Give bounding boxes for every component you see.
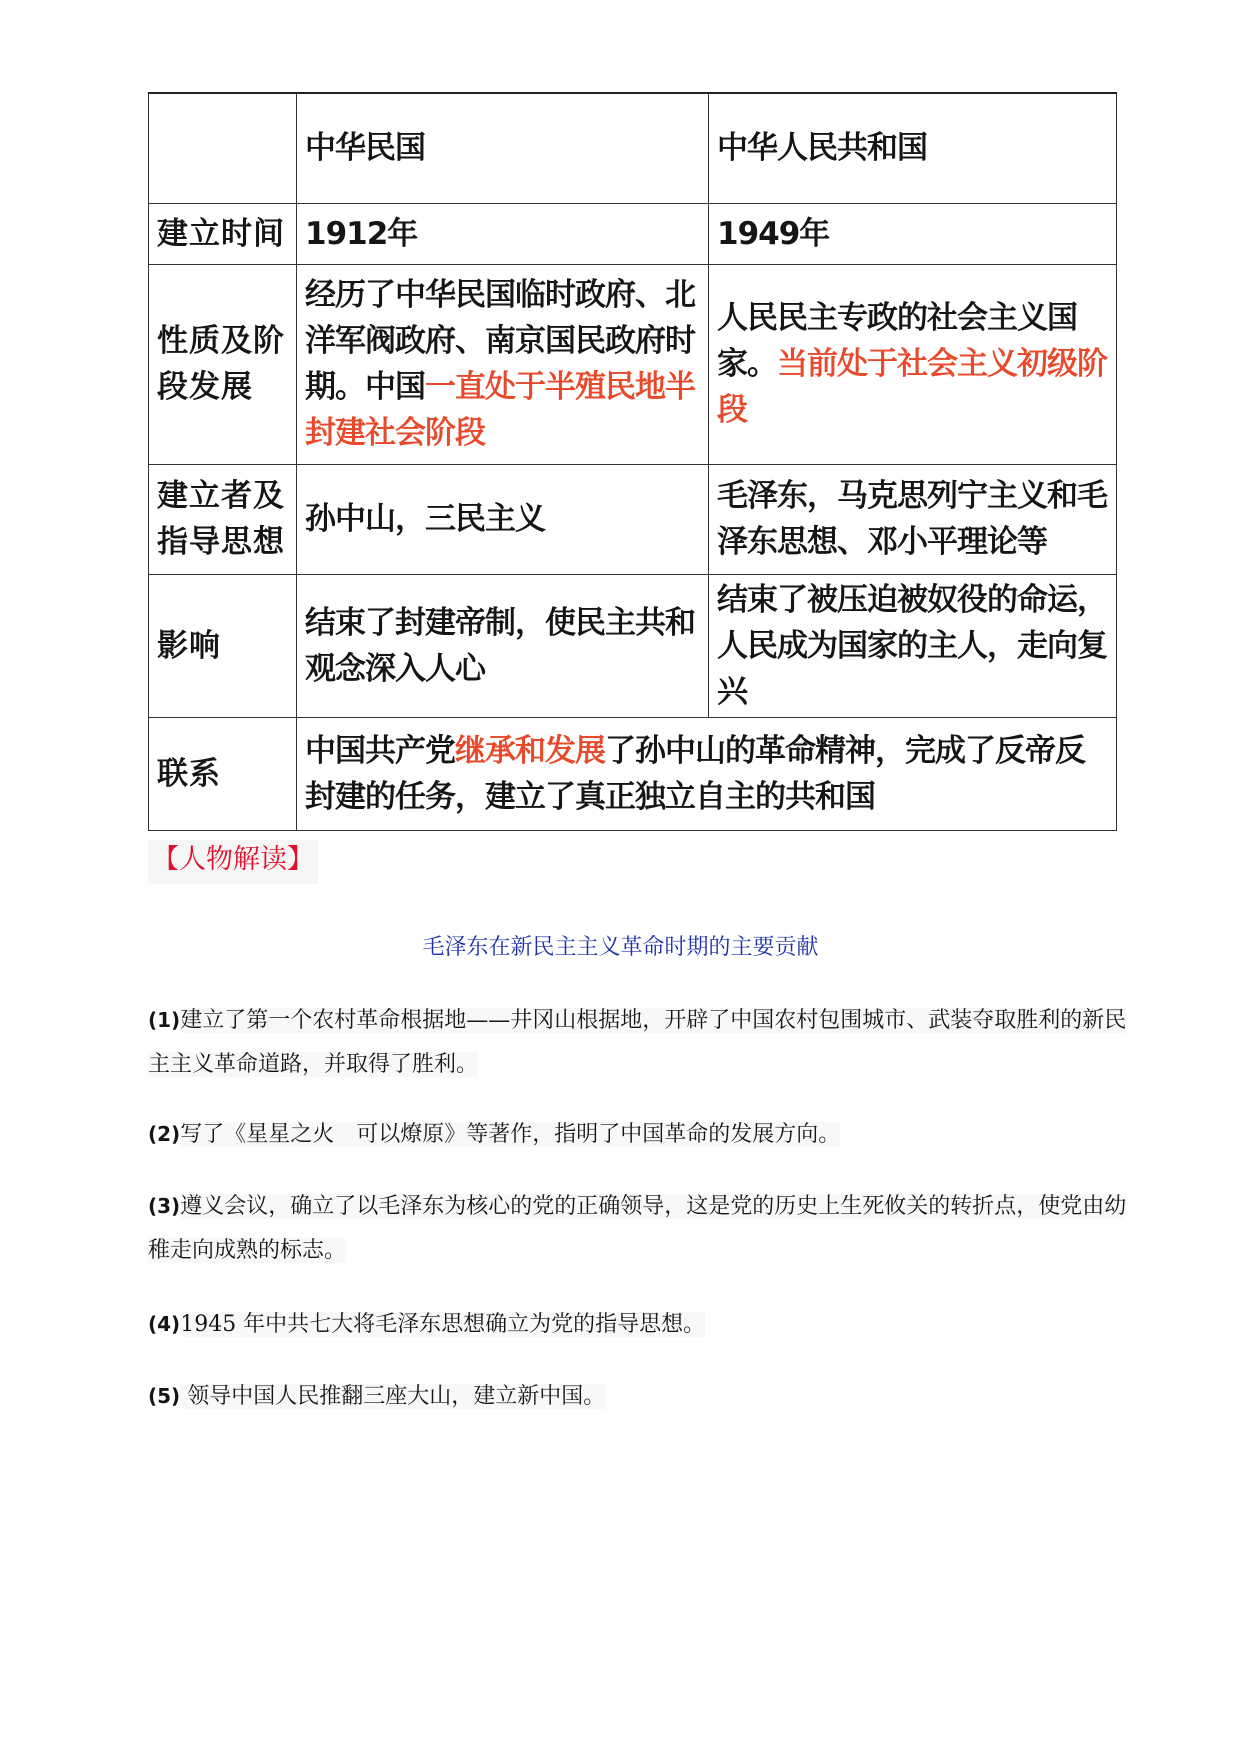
cell-roc-nature-stage [297, 264, 709, 464]
cell-prc-founder: 毛泽东，马克思列宁主义和毛泽东思想、邓小平理论等 [709, 464, 1117, 574]
list-item [148, 1302, 1148, 1347]
cell-connection [297, 717, 1117, 830]
list-item [148, 1112, 1148, 1157]
cell-prc-impact: 结束了被压迫被奴役的命运，人民成为国家的主人，走向复兴 [709, 574, 1117, 717]
connection-highlight: 继承和发展 [455, 732, 605, 769]
row-label-nature-stage: 性质及阶段发展 [149, 264, 297, 464]
list-item [148, 1374, 1148, 1419]
row-label-founding-time: 建立时间 [149, 203, 297, 264]
row-label-impact: 影响 [149, 574, 297, 717]
cell-roc-founding-time: 1912年 [297, 203, 709, 264]
row-label-founder-ideology: 建立者及指导思想 [149, 464, 297, 574]
header-empty-cell [149, 93, 297, 203]
point-text: 建立了第一个农村革命根据地——井冈山根据地，开辟了中国农村包围城市、武装夺取胜利的新民主主义革命道路，并取得了胜利。 [148, 1008, 1127, 1077]
point-number: (4) [148, 1312, 181, 1336]
table-header-row [149, 93, 1117, 203]
point-text: 写了《星星之火 可以燎原》等著作，指明了中国革命的发展方向。 [180, 1122, 841, 1147]
prc-nature-text: 人民民主专政的社会主义国家。 [717, 300, 1077, 382]
table-row [149, 464, 1117, 574]
comparison-table [148, 92, 1117, 831]
contributions-subtitle: 毛泽东在新民主主义革命时期的主要贡献 [422, 935, 819, 960]
point-text: 领导中国人民推翻三座大山，建立新中国。 [180, 1384, 606, 1409]
prc-nature-highlight: 当前处于社会主义初级阶段 [717, 346, 1107, 428]
cell-prc-founding-time: 1949年 [709, 203, 1117, 264]
point-number: (3) [148, 1194, 181, 1218]
row-label-connection: 联系 [149, 717, 297, 830]
connection-text-1: 中国共产党 [305, 732, 455, 769]
point-number: (1) [148, 1008, 181, 1032]
roc-nature-text: 经历了中华民国临时政府、北洋军阀政府、南京国民政府时期。中国 [305, 277, 695, 405]
connection-text-2: 了孙中山的革命精神，完成了反帝反封建的任务，建立了真正独立自主的共和国 [305, 732, 1085, 815]
section-title: 【人物解读】 [148, 840, 318, 884]
header-prc: 中华人民共和国 [709, 93, 1117, 203]
point-number: (2) [148, 1122, 181, 1146]
table-row [149, 264, 1117, 464]
header-roc: 中华民国 [297, 93, 709, 203]
roc-nature-highlight: 一直处于半殖民地半封建社会阶段 [305, 369, 695, 451]
point-text: 1945 年中共七大将毛泽东思想确立为党的指导思想。 [180, 1312, 706, 1337]
cell-roc-impact: 结束了封建帝制，使民主共和观念深入人心 [297, 574, 709, 717]
list-item [148, 998, 1148, 1087]
table-row [149, 574, 1117, 717]
cell-prc-nature-stage [709, 264, 1117, 464]
table-row [149, 717, 1117, 830]
cell-roc-founder: 孙中山，三民主义 [297, 464, 709, 574]
table-row [149, 203, 1117, 264]
point-text: 遵义会议，确立了以毛泽东为核心的党的正确领导，这是党的历史上生死攸关的转折点，使党由幼稚走向成熟的标志。 [148, 1194, 1127, 1263]
point-number: (5) [148, 1384, 181, 1408]
list-item [148, 1184, 1148, 1273]
